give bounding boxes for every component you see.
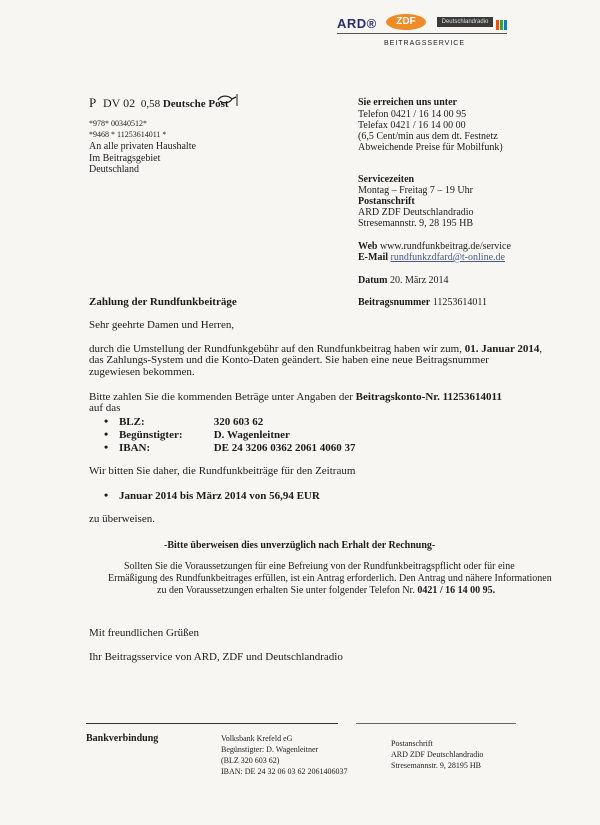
bullet-icon: •	[104, 488, 109, 502]
postmark-code: DV 02	[102, 96, 136, 110]
info-line-3	[157, 585, 495, 597]
letter-subject: Zahlung der Rundfunkbeiträge	[89, 296, 237, 308]
date-value: 20. März 2014	[389, 275, 449, 286]
footer-bank-line-4: IBAN: DE 24 32 06 03 62 2061406037	[221, 767, 348, 776]
bank-row-beneficiary	[104, 428, 290, 442]
contact-note-1: (6,5 Cent/min aus dem dt. Festnetz	[358, 131, 498, 142]
contact-note-2: Abweichende Preise für Mobilfunk)	[358, 142, 503, 153]
period-row	[104, 489, 320, 503]
postmark-price: 0,58	[140, 98, 161, 110]
bullet-icon: •	[104, 414, 109, 428]
bullet-icon: •	[104, 427, 109, 441]
period-text: Januar 2014 bis März 2014 von 56,94 EUR	[118, 490, 320, 502]
paragraph-2-account: Beitragskonto-Nr. 11253614011	[355, 391, 502, 403]
signature: Ihr Beitragsservice von ARD, ZDF und Deutschlandradio	[89, 651, 343, 663]
bank-connection-title: Bankverbindung	[86, 733, 159, 744]
postmark-p: P	[89, 95, 97, 110]
postal-title: Postanschrift	[358, 196, 415, 207]
postal-line-2: Stresemannstr. 9, 28 195 HB	[358, 218, 473, 229]
bank-value-blz: 320 603 62	[213, 416, 264, 428]
footer-post-line-3: Stresemannstr. 9, 28195 HB	[391, 761, 481, 770]
service-title: BEITRAGSSERVICE	[384, 40, 466, 47]
contact-phone: Telefon 0421 / 16 14 00 95	[358, 109, 467, 120]
closing: Mit freundlichen Grüßen	[89, 627, 199, 639]
paragraph-1-line-2: das Zahlungs-System und die Konto-Daten geändert. Sie haben eine neue Beitragsnummer	[89, 354, 489, 366]
web-link[interactable]: www.rundfunkbeitrag.de/service	[379, 241, 511, 252]
recipient-line-3: Deutschland	[89, 164, 139, 175]
contact-title: Sie erreichen uns unter	[358, 97, 457, 108]
info-line-2: Ermäßigung des Rundfunkbeitrages erfüllen, ist ein Antrag erforderlich. Den Antrag und nähere Informationen	[108, 573, 552, 584]
contribution-number-label: Beitragsnummer	[358, 297, 431, 308]
paragraph-3: Wir bitten Sie daher, die Rundfunkbeiträge für den Zeitraum	[89, 465, 356, 477]
bullet-icon: •	[104, 440, 109, 454]
email-line	[358, 252, 505, 264]
email-label: E-Mail	[358, 252, 388, 263]
urgent-notice: -Bitte überweisen dies unverzüglich nach Erhalt der Rechnung-	[164, 540, 436, 551]
hours-text: Montag – Freitag 7 – 19 Uhr	[358, 185, 473, 196]
paragraph-2-text: Bitte zahlen Sie die kommenden Beträge unter Angaben der	[89, 391, 353, 403]
footer-post-line-2: ARD ZDF Deutschlandradio	[391, 750, 484, 759]
paragraph-2-line-1	[89, 391, 502, 404]
bank-value-iban: DE 24 3206 0362 2061 4060 37	[213, 442, 356, 454]
paragraph-2-line-2: auf das	[89, 402, 121, 414]
date-label: Datum	[358, 275, 388, 286]
salutation: Sehr geehrte Damen und Herren,	[89, 319, 235, 331]
ard-logo: ARD®	[337, 16, 377, 31]
bank-value-beneficiary: D. Wagenleitner	[213, 429, 290, 441]
deutschlandradio-logo: Deutschlandradio	[437, 17, 493, 27]
post-horn-icon	[216, 94, 238, 106]
sender-line-1: *978* 00340512*	[89, 119, 147, 128]
bank-label-blz: BLZ:	[118, 416, 145, 428]
info-line-3-text: zu den Voraussetzungen erhalten Sie unter folgender Telefon Nr.	[157, 585, 415, 596]
footer-bank-line-2: Begünstigter: D. Wagenleitner	[221, 745, 319, 754]
paragraph-4: zu überweisen.	[89, 513, 155, 525]
paragraph-1-text: durch die Umstellung der Rundfunkgebühr auf den Rundfunkbeitrag haben wir zum,	[89, 343, 462, 355]
paragraph-1-line-3: zugewiesen bekommen.	[89, 366, 195, 378]
paragraph-1-date: 01. Januar 2014	[464, 343, 540, 355]
footer-divider	[86, 723, 338, 724]
contact-fax: Telefax 0421 / 16 14 00 00	[358, 120, 466, 131]
contribution-number-line	[358, 297, 487, 309]
recipient-line-2: Im Beitragsgebiet	[89, 153, 161, 164]
paragraph-1-comma: ,	[539, 343, 543, 355]
postal-line-1: ARD ZDF Deutschlandradio	[358, 207, 474, 218]
postmark	[89, 95, 229, 111]
hours-title: Servicezeiten	[358, 174, 415, 185]
bank-row-iban	[104, 441, 355, 455]
zdf-logo: ZDF	[386, 14, 426, 30]
bank-label-iban: IBAN:	[118, 442, 151, 454]
header-rule	[337, 33, 507, 34]
footer-post-line-1: Postanschrift	[391, 739, 433, 748]
info-line-1: Sollten Sie die Voraussetzungen für eine Befreiung von der Rundfunkbeitragspflicht oder für eine	[124, 561, 515, 572]
color-bars-icon	[496, 17, 508, 27]
postmark-carrier: Deutsche Post	[162, 98, 229, 110]
web-label: Web	[358, 241, 378, 252]
bank-label-beneficiary: Begünstigter:	[118, 429, 183, 441]
footer-bank-line-3: (BLZ 320 603 62)	[221, 756, 280, 765]
bank-row-blz	[104, 415, 263, 429]
email-link[interactable]: rundfunkzdfard@t-online.de	[390, 252, 505, 263]
date-line	[358, 275, 449, 287]
footer-bank-line-1: Volksbank Krefeld eG	[221, 734, 293, 743]
info-phone: 0421 / 16 14 00 95.	[417, 585, 496, 596]
footer-divider-right	[356, 723, 516, 724]
sender-line-2: *9468 * 11253614011 *	[89, 130, 167, 139]
contribution-number-value: 11253614011	[432, 297, 487, 308]
recipient-line-1: An alle privaten Haushalte	[89, 141, 196, 152]
